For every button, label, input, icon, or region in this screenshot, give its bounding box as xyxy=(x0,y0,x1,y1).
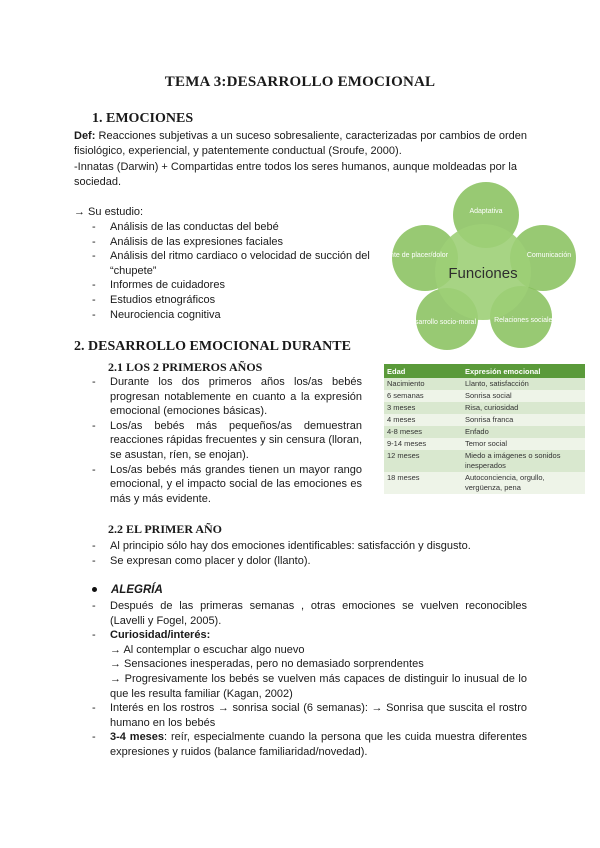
table-row xyxy=(384,472,585,494)
list-item: - Los/as bebés más pequeños/as demuestran reacciones rápidas frecuentes y sin censura (lloran, se asustan, ríen, se enojan). xyxy=(90,419,362,463)
table-row xyxy=(384,438,585,450)
list-item: - Durante los dos primeros años los/as bebés progresan notablemente en cuanto a la expresión emocional (emociones básicas). xyxy=(90,375,362,419)
table-row xyxy=(384,426,585,438)
table-cell: Autoconciencia, orgullo, vergüenza, pena xyxy=(462,472,585,494)
curiosidad-line: → Al contemplar o escuchar algo nuevo xyxy=(110,643,305,656)
sub1-list xyxy=(90,375,362,506)
table-cell: Temor social xyxy=(462,438,585,450)
table-header-edad: Edad xyxy=(384,364,462,378)
alegria-heading-text: ALEGRÍA xyxy=(111,584,163,596)
node-label: Relaciones sociales xyxy=(494,317,556,324)
subsection-2-1: 2.1 LOS 2 PRIMEROS AÑOS xyxy=(108,360,263,374)
item4-label: 3-4 meses xyxy=(110,731,165,744)
list-item: - Informes de cuidadores xyxy=(90,278,380,293)
list-item: - Neurociencia cognitiva xyxy=(90,308,380,323)
page-title: TEMA 3:DESARROLLO EMOCIONAL xyxy=(164,74,436,90)
table-cell: 3 meses xyxy=(384,402,462,414)
table-cell: Llanto, satisfacción xyxy=(462,378,585,390)
funciones-diagram-svg xyxy=(377,180,587,350)
table-cell: 4 meses xyxy=(384,414,462,426)
innatas-paragraph: -Innatas (Darwin) + Compartidas entre todos los seres humanos, aunque moldeadas por la sociedad. xyxy=(74,161,517,188)
list-item xyxy=(90,628,527,701)
alegria-heading xyxy=(92,584,163,596)
table-header-expresion: Expresión emocional xyxy=(462,364,585,378)
list-item: - Interés en los rostros → sonrisa social (6 semanas): → Sonrisa que suscita el rostro humano en los bebés xyxy=(90,701,527,730)
list-item: - Al principio sólo hay dos emociones identificables: satisfacción y disgusto. xyxy=(90,539,530,554)
section2-heading: 2. DESARROLLO EMOCIONAL DURANTE xyxy=(74,339,351,354)
definition-paragraph xyxy=(74,129,527,159)
alegria-list xyxy=(90,599,527,760)
table-cell: Miedo a imágenes o sonidos inesperados xyxy=(462,450,585,472)
center-label: Funciones xyxy=(448,265,518,282)
table-cell: 6 semanas xyxy=(384,390,462,402)
list-item: - Análisis de las expresiones faciales xyxy=(90,235,380,250)
table-cell: Sonrisa social xyxy=(462,390,585,402)
bullet-icon xyxy=(92,587,97,592)
list-item: - Los/as bebés más grandes tienen un mayor rango emocional, y el impacto social de las emociones es más y más evidente. xyxy=(90,463,362,507)
list-item: - Se expresan como placer y dolor (llanto). xyxy=(90,554,530,569)
curiosidad-line: → Progresivamente los bebés se vuelven más capaces de distinguir lo inusual de lo que les resulta familiar (Kagan, 2002) xyxy=(110,672,527,700)
funciones-diagram xyxy=(377,180,587,350)
table-row xyxy=(384,450,585,472)
estudio-list xyxy=(90,220,380,322)
node-label: Comunicación xyxy=(526,252,572,259)
section1-heading: 1. EMOCIONES xyxy=(92,111,194,126)
table-row xyxy=(384,402,585,414)
table-row xyxy=(384,378,585,390)
emotions-age-table xyxy=(384,364,585,494)
table-cell: 4-8 meses xyxy=(384,426,462,438)
table-cell: 9-14 meses xyxy=(384,438,462,450)
list-item: - Análisis de las conductas del bebé xyxy=(90,220,380,235)
curiosidad-label: Curiosidad/interés: xyxy=(110,629,211,642)
table-cell: Nacimiento xyxy=(384,378,462,390)
estudio-intro: → Su estudio: xyxy=(74,206,144,218)
subsection-2-2: 2.2 EL PRIMER AÑO xyxy=(108,522,223,536)
node-label: Desarrollo socio-moral xyxy=(405,319,477,326)
def-label: Def: xyxy=(74,130,96,142)
curiosidad-line: → Sensaciones inesperadas, pero no demasiado sorprendentes xyxy=(110,658,424,671)
table-row xyxy=(384,390,585,402)
table-cell: 18 meses xyxy=(384,472,462,494)
table-cell: 12 meses xyxy=(384,450,462,472)
table-cell: Enfado xyxy=(462,426,585,438)
table-row xyxy=(384,414,585,426)
node-label: Adaptativa xyxy=(469,208,503,215)
item4-text: : reír, especialmente cuando la persona que les cuida muestra diferentes expresiones y ruidos (balance familiaridad/novedad). xyxy=(110,731,527,758)
list-item: - Estudios etnográficos xyxy=(90,293,380,308)
table-cell: Sonrisa franca xyxy=(462,414,585,426)
table-cell: Risa, curiosidad xyxy=(462,402,585,414)
list-item: - Análisis del ritmo cardiaco o velocidad de succión del “chupete” xyxy=(90,249,380,278)
list-item xyxy=(90,730,527,759)
def-text: Reacciones subjetivas a un suceso sobresaliente, caracterizadas por cambios de orden fisiológico, experiencial, y patentemente conductual (Sroufe, 2000). xyxy=(74,130,527,157)
list-item: - Después de las primeras semanas , otras emociones se vuelven reconocibles (Lavelli y Fogel, 2005). xyxy=(90,599,527,628)
node-label: Fuente de placer/dolor xyxy=(377,252,449,259)
sub2-list xyxy=(90,539,530,568)
